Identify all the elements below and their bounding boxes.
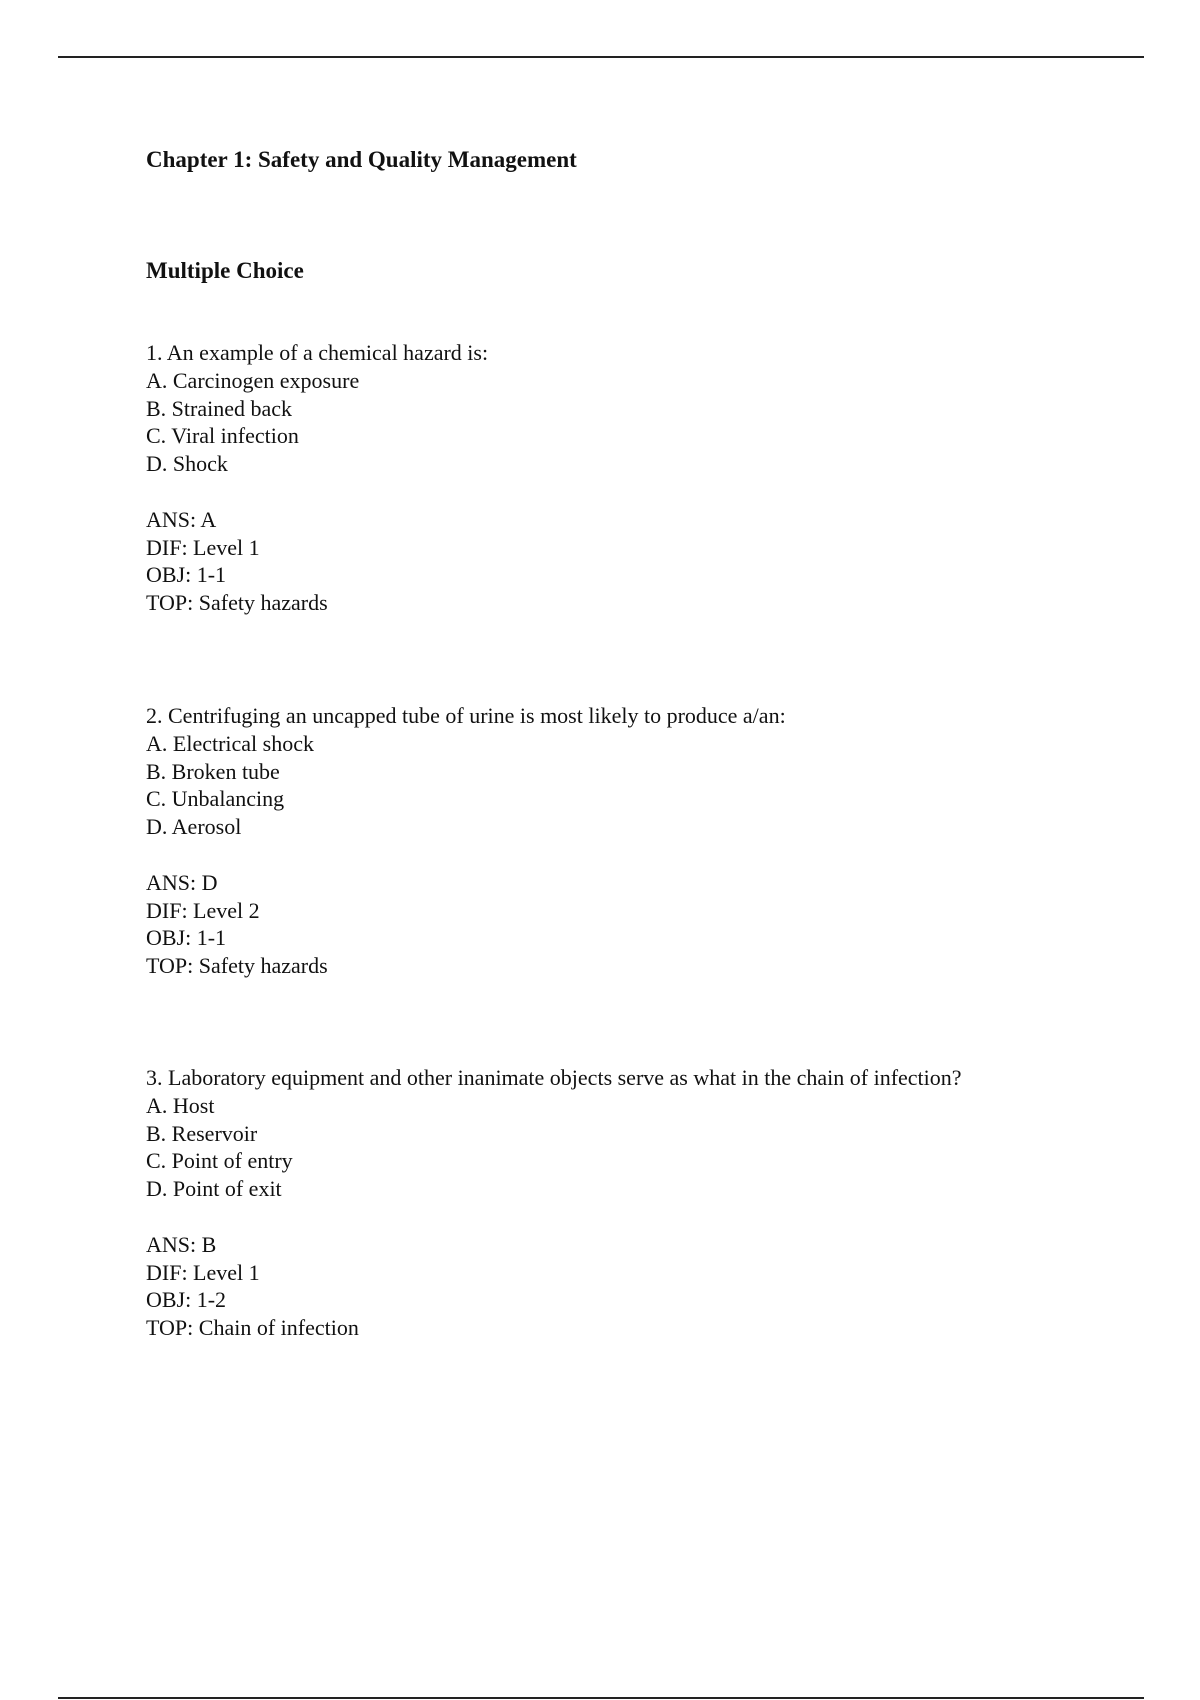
option-d: D. Aerosol <box>146 814 242 840</box>
difficulty: DIF: Level 1 <box>146 534 260 560</box>
page-bottom-rule <box>58 1697 1144 1699</box>
option-b: B. Broken tube <box>146 758 280 784</box>
objective: OBJ: 1-1 <box>146 925 227 951</box>
option-b: B. Reservoir <box>146 1120 258 1146</box>
topic: TOP: Chain of infection <box>146 1315 359 1341</box>
answer-key: ANS: A <box>146 506 217 532</box>
chapter-title: Chapter 1: Safety and Quality Management <box>146 147 577 172</box>
question-prompt: 3. Laboratory equipment and other inanimate objects serve as what in the chain of infection? <box>146 1065 962 1090</box>
answer-key: ANS: D <box>146 869 218 895</box>
topic: TOP: Safety hazards <box>146 590 328 616</box>
question-3 <box>146 1064 962 1342</box>
option-a: A. Host <box>146 1092 215 1118</box>
option-c: C. Unbalancing <box>146 786 285 812</box>
section-title: Multiple Choice <box>146 258 304 283</box>
difficulty: DIF: Level 2 <box>146 897 260 923</box>
answer-key: ANS: B <box>146 1231 217 1257</box>
difficulty: DIF: Level 1 <box>146 1259 260 1285</box>
option-a: A. Carcinogen exposure <box>146 367 360 393</box>
page-top-rule <box>58 56 1144 58</box>
option-c: C. Point of entry <box>146 1148 293 1174</box>
question-1 <box>146 339 488 617</box>
objective: OBJ: 1-1 <box>146 562 227 588</box>
topic: TOP: Safety hazards <box>146 953 328 979</box>
objective: OBJ: 1-2 <box>146 1287 227 1313</box>
option-b: B. Strained back <box>146 395 293 421</box>
option-d: D. Shock <box>146 451 228 477</box>
option-d: D. Point of exit <box>146 1176 282 1202</box>
question-prompt: 1. An example of a chemical hazard is: <box>146 340 489 365</box>
question-2 <box>146 702 786 980</box>
question-prompt: 2. Centrifuging an uncapped tube of urine is most likely to produce a/an: <box>146 703 786 728</box>
option-c: C. Viral infection <box>146 423 299 449</box>
option-a: A. Electrical shock <box>146 730 314 756</box>
